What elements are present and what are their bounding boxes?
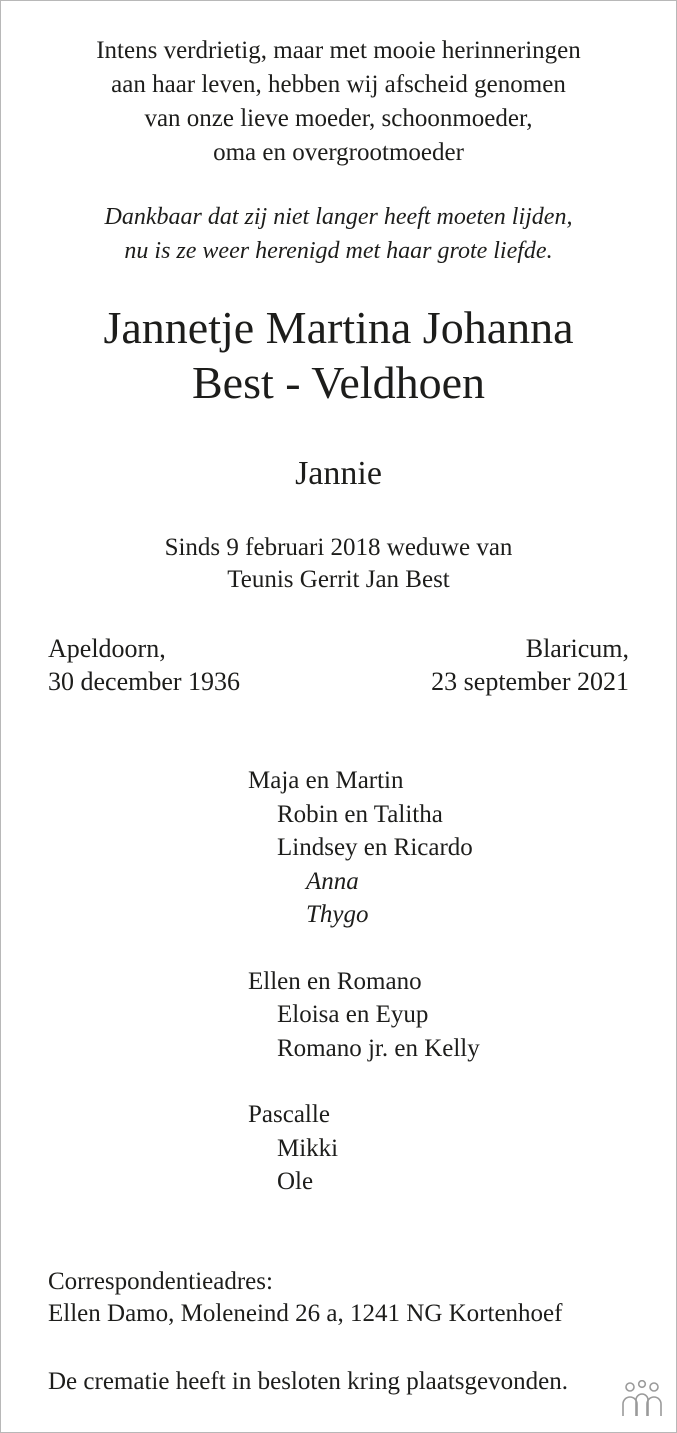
motto-line: nu is ze weer herenigd met haar grote liefde.	[124, 238, 553, 264]
family-group	[248, 1098, 480, 1199]
name-line-2: Best - Veldhoen	[191, 357, 485, 408]
family-child: Ole	[277, 1168, 314, 1195]
death-place: Blaricum,	[525, 634, 629, 663]
birth-info	[48, 632, 240, 698]
widow-line-2: Teunis Gerrit Jan Best	[227, 566, 450, 593]
intro-line: oma en overgrootmoeder	[213, 139, 464, 166]
family-head: Pascalle	[248, 1101, 330, 1128]
intro-line: aan haar leven, hebben wij afscheid genomen	[111, 71, 566, 98]
family-head: Ellen en Romano	[248, 967, 422, 995]
family-group	[248, 965, 480, 1066]
motto-line: Dankbaar dat zij niet langer heeft moeten lijden,	[104, 204, 573, 230]
deceased-nickname: Jannie	[295, 455, 382, 492]
family-grandchild: Anna	[306, 867, 359, 895]
widow-text	[0, 532, 677, 596]
family-grandchild: Thygo	[306, 901, 369, 928]
deceased-name	[0, 300, 677, 410]
motto-text	[0, 200, 677, 268]
intro-text	[0, 34, 677, 170]
family-head: Maja en Martin	[248, 767, 404, 794]
family-child: Romano jr. en Kelly	[277, 1034, 480, 1062]
death-info	[431, 632, 629, 698]
cremation-notice: De crematie heeft in besloten kring plaatsgevonden.	[48, 1368, 568, 1395]
correspondence-line: Ellen Damo, Moleneind 26 a, 1241 NG Kortenhoef	[48, 1300, 563, 1327]
family-list	[248, 764, 480, 1232]
correspondence-address	[48, 1266, 562, 1330]
birth-date: 30 december 1936	[48, 667, 241, 696]
family-child: Lindsey en Ricardo	[277, 834, 473, 861]
widow-line-1: Sinds 9 februari 2018 weduwe van	[164, 534, 513, 561]
intro-line: van onze lieve moeder, schoonmoeder,	[144, 105, 533, 132]
family-group	[248, 764, 480, 932]
name-line-1: Jannetje Martina Johanna	[103, 302, 574, 353]
birth-place: Apeldoorn,	[48, 634, 166, 663]
correspondence-label: Correspondentieadres:	[48, 1268, 273, 1295]
people-group-icon	[618, 1380, 666, 1420]
family-child: Robin en Talitha	[277, 800, 443, 828]
family-child: Eloisa en Eyup	[277, 1001, 429, 1028]
death-date: 23 september 2021	[431, 667, 629, 696]
family-child: Mikki	[277, 1134, 339, 1162]
intro-line: Intens verdrietig, maar met mooie herinneringen	[96, 37, 581, 64]
